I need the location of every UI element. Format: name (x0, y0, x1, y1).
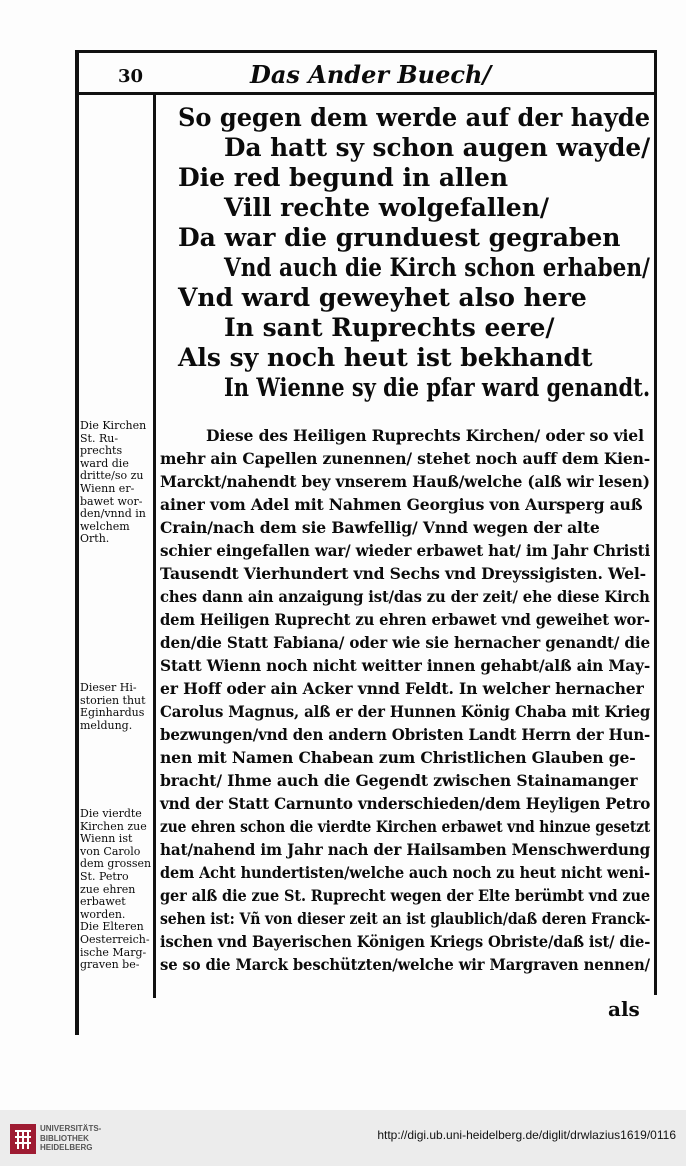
margin-note-line: welchem (80, 519, 130, 533)
verse-line: In sant Ruprechts eere/ (224, 313, 555, 342)
prose-line: schier eingefallen war/ wieder erbawet hat/ im Jahr Christi (160, 541, 651, 560)
left-border-rule (75, 50, 79, 1035)
verse-line: Die red begund in allen (178, 163, 509, 192)
margin-note-line: ische Marg- (80, 945, 147, 959)
verse-line: Vnd ward geweyhet also here (178, 283, 587, 312)
prose-line: mehr ain Capellen zunennen/ stehet noch auff dem Kien- (160, 449, 651, 468)
prose-line: den/die Statt Fabiana/ oder wie sie hernacher genandt/ die (160, 633, 650, 652)
margin-note-line: zue ehren (80, 882, 136, 896)
margin-note-line: dritte/so zu (80, 469, 144, 483)
margin-note-line: bawet wor- (80, 494, 143, 508)
prose-line: dem Heiligen Ruprecht zu ehren erbawet vnd geweihet wor- (160, 610, 650, 629)
margin-note-line: Kirchen zue (80, 819, 147, 833)
margin-note-line: Wienn ist (80, 832, 133, 846)
verse-line: Als sy noch heut ist bekhandt (178, 343, 593, 372)
library-name (40, 1124, 101, 1153)
right-border-rule (654, 50, 657, 995)
prose-line: Diese des Heiligen Ruprechts Kirchen/ oder so viel (206, 426, 644, 445)
prose-line: er Hoff oder ain Acker vnnd Feldt. In welcher hernacher (160, 679, 644, 698)
page-number: 30 (118, 66, 144, 87)
verse-line: Vill rechte wolgefallen/ (224, 193, 550, 222)
prose-line: ischen vnd Bayerischen Königen Kriegs Obriste/daß ist/ die- (160, 932, 651, 951)
permalink-url[interactable]: http://digi.ub.uni-heidelberg.de/diglit/drwlazius1619/0116 (377, 1128, 676, 1142)
prose-line: Statt Wienn noch nicht weitter innen gehabt/alß ain May- (160, 656, 651, 675)
prose-line: sehen ist: Vñ von dieser zeit an ist glaublich/daß deren Franck- (160, 909, 651, 928)
library-name-line: BIBLIOTHEK (40, 1133, 89, 1143)
margin-note-line: von Carolo (80, 844, 141, 858)
prose-line: ainer vom Adel mit Nahmen Georgius von Aursperg auß (160, 495, 643, 514)
margin-note-line: meldung. (80, 718, 133, 732)
verse-line: Vnd auch die Kirch schon erhaben/ (224, 253, 650, 282)
margin-note-line: storien thut (80, 693, 146, 707)
running-head: Das Ander Buech/ (250, 60, 492, 89)
margin-note-line: Die Kirchen (80, 419, 147, 432)
prose-line: Tausendt Vierhundert vnd Sechs vnd Dreyssigisten. Wel- (160, 564, 646, 583)
prose-line: dem Acht hundertisten/welche auch noch zu heut nicht weni- (160, 863, 650, 882)
university-library-logo-icon[interactable] (10, 1124, 36, 1154)
margin-note-line: Die vierdte (80, 807, 142, 820)
prose-line: bezwungen/vnd den andern Obristen Landt Herrn der Hun- (160, 725, 651, 744)
margin-note-line: den/vnnd in (80, 507, 146, 521)
verse-line: Da war die grunduest gegraben (178, 223, 621, 252)
margin-note-line: Oesterreich- (80, 933, 150, 946)
prose-line: Carolus Magnus, alß er der Hunnen König Chaba mit Krieg (160, 702, 651, 721)
margin-note-line: graven be- (80, 958, 140, 972)
prose-line: zue ehren schon die vierdte Kirchen erbawet vnd hinzue gesetzt (160, 817, 651, 836)
margin-note-line: dem grossen (80, 857, 152, 871)
margin-column-rule (153, 95, 156, 998)
prose-line: bracht/ Ihme auch die Gegendt zwischen Stainamanger (160, 771, 638, 790)
top-border-rule (75, 50, 657, 53)
verse-line: In Wienne sy die pfar ward genandt. (224, 373, 651, 402)
margin-note-line: prechts (80, 444, 123, 458)
prose-line: ger alß die zue St. Ruprecht wegen der Elte berümbt vnd zue (160, 886, 651, 905)
prose-line: vnd der Statt Carnunto vnderschieden/dem Heyligen Petro (160, 794, 651, 813)
margin-note-line: Wienn er- (80, 482, 135, 495)
margin-note-line: St. Petro (80, 870, 129, 883)
catchword: als (608, 997, 640, 1021)
margin-note-line: Eginhardus (80, 706, 145, 720)
margin-note-line: erbawet (80, 895, 126, 909)
margin-note-line: Orth. (80, 532, 110, 546)
prose-line: Crain/nach dem sie Bawfellig/ Vnnd wegen der alte (160, 518, 600, 537)
header-underline-rule (75, 92, 657, 95)
prose-line: Marckt/nahendt bey vnserem Hauß/welche (alß wir lesen) (160, 472, 650, 491)
library-name-line: HEIDELBERG (40, 1143, 93, 1152)
margin-note-line: Die Elteren (80, 920, 144, 934)
library-name-line: UNIVERSITÄTS- (40, 1124, 102, 1133)
library-footer (0, 1110, 686, 1166)
margin-note-line: ward die (80, 456, 129, 470)
prose-line: se so die Marck beschützten/welche wir Margraven nennen/ (160, 955, 650, 974)
prose-line: ches dann ain anzaigung ist/das zu der zeit/ ehe diese Kirch (160, 587, 650, 606)
margin-note-line: worden. (80, 907, 126, 921)
margin-note-line: Dieser Hi- (80, 681, 137, 694)
verse-line: So gegen dem werde auf der hayde (178, 103, 651, 132)
prose-line: nen mit Namen Chabean zum Christlichen Glauben ge- (160, 748, 636, 767)
prose-line: hat/nahend im Jahr nach der Hailsamben Menschwerdung (160, 840, 651, 859)
margin-note-line: St. Ru- (80, 431, 119, 445)
verse-line: Da hatt sy schon augen wayde/ (224, 133, 651, 162)
